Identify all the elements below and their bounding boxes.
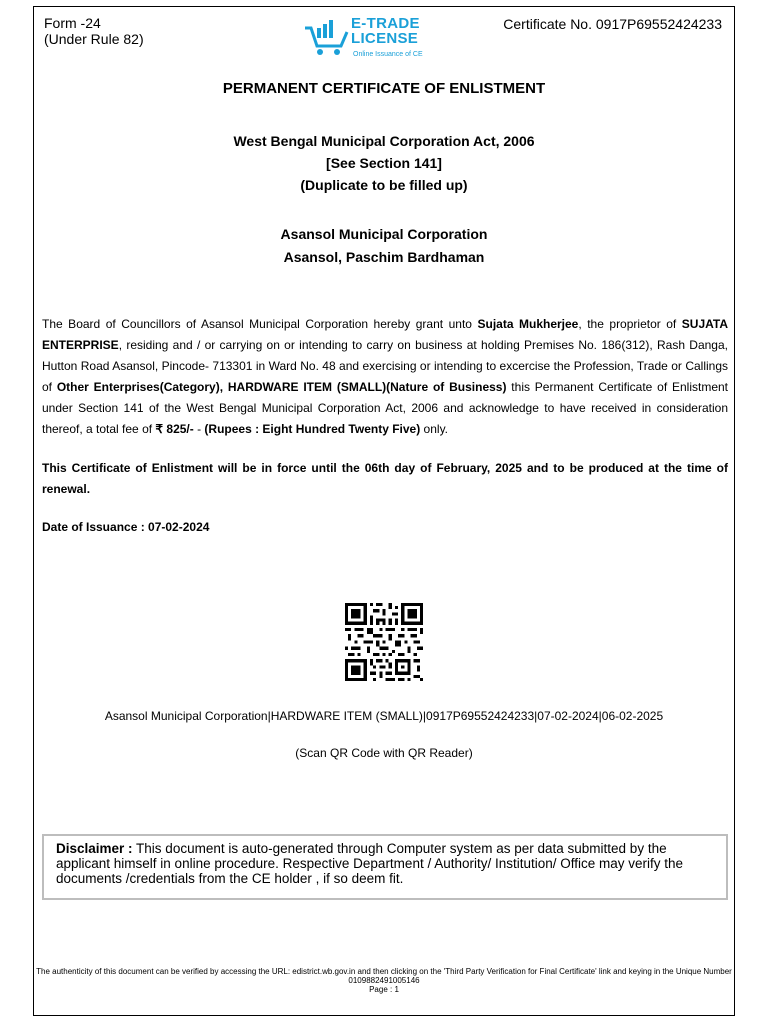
logo-text	[351, 16, 420, 46]
form-number-line1: Form -24	[44, 15, 101, 31]
act-name: West Bengal Municipal Corporation Act, 2006	[233, 133, 535, 149]
verification-note: The authenticity of this document can be verified by accessing the URL: edistrict.wb.gov.in and then clicking on the 'Third Party Verification for Final Certificate' link and keying in the Unique Number 0109882491005146	[36, 967, 732, 985]
body-text-4: this Permanent Certificate of Enlistment under Section 141 of the West Bengal Municipal Corporation Act, 2006 and acknowledge to have received in consideration thereof, a total fee of	[42, 380, 729, 436]
body-text-6: only.	[420, 422, 449, 436]
logo-line1: E-TRADE	[351, 15, 420, 32]
business-category: Other Enterprises(Category), HARDWARE ITEM (SMALL)(Nature of Business)	[56, 380, 507, 394]
qr-data-caption: Asansol Municipal Corporation|HARDWARE ITEM (SMALL)|0917P69552424233|07-02-2024|06-02-2025	[104, 709, 664, 723]
form-rule-line: (Under Rule 82)	[44, 31, 144, 47]
qr-scan-hint: (Scan QR Code with QR Reader)	[295, 746, 473, 760]
disclaimer-box	[42, 834, 728, 900]
act-block	[33, 130, 735, 196]
act-duplicate-note: (Duplicate to be filled up)	[300, 177, 468, 193]
disclaimer-text: This document is auto-generated through Computer system as per data submitted by the applicant himself in online procedure. Respective Department / Authority/ Institution/ Office may verify the documents /credentials from the CE holder , if so deem fit.	[56, 841, 684, 886]
certificate-number: Certificate No. 0917P69552424233	[503, 16, 722, 32]
issuance-date: Date of Issuance : 07-02-2024	[42, 520, 210, 534]
page-number: Page : 1	[369, 985, 399, 994]
body-text-5: -	[193, 422, 205, 436]
fee-amount: ₹ 825/-	[155, 422, 194, 436]
logo-subtitle: Online Issuance of CE	[353, 51, 423, 58]
cart-icon	[303, 18, 353, 58]
qr-code	[345, 603, 423, 681]
fee-in-words: (Rupees : Eight Hundred Twenty Five)	[204, 422, 421, 436]
form-number	[44, 15, 144, 47]
page-title: PERMANENT CERTIFICATE OF ENLISTMENT	[222, 80, 546, 97]
body-paragraph	[42, 314, 728, 440]
proprietor-name: Sujata Mukherjee	[477, 317, 579, 331]
corporation-name: Asansol Municipal Corporation	[280, 226, 488, 242]
enterprise-name: SUJATA ENTERPRISE	[42, 317, 729, 352]
validity-statement: This Certificate of Enlistment will be in force until the 06th day of February, 2025 and to be produced at the time of renewal.	[42, 461, 728, 496]
body-text-1: The Board of Councillors of Asansol Municipal Corporation hereby grant unto	[42, 317, 478, 331]
body-text-2: , the proprietor of	[578, 317, 682, 331]
footer	[36, 967, 732, 994]
corporation-location: Asansol, Paschim Bardhaman	[283, 249, 485, 265]
disclaimer-label: Disclaimer :	[56, 841, 133, 856]
logo-line2: LICENSE	[351, 30, 419, 47]
corporation-block	[33, 223, 735, 269]
body-text-3: , residing and / or carrying on or intending to carry on business at holding Premises No. 186(312), Rash Danga, Hutton Road Asansol, Pincode- 713301 in Ward No. 48 and exercising or intending to excercise the Profession, Trade or Callings of	[42, 338, 728, 394]
act-section: [See Section 141]	[326, 155, 442, 171]
etrade-logo	[303, 13, 428, 63]
